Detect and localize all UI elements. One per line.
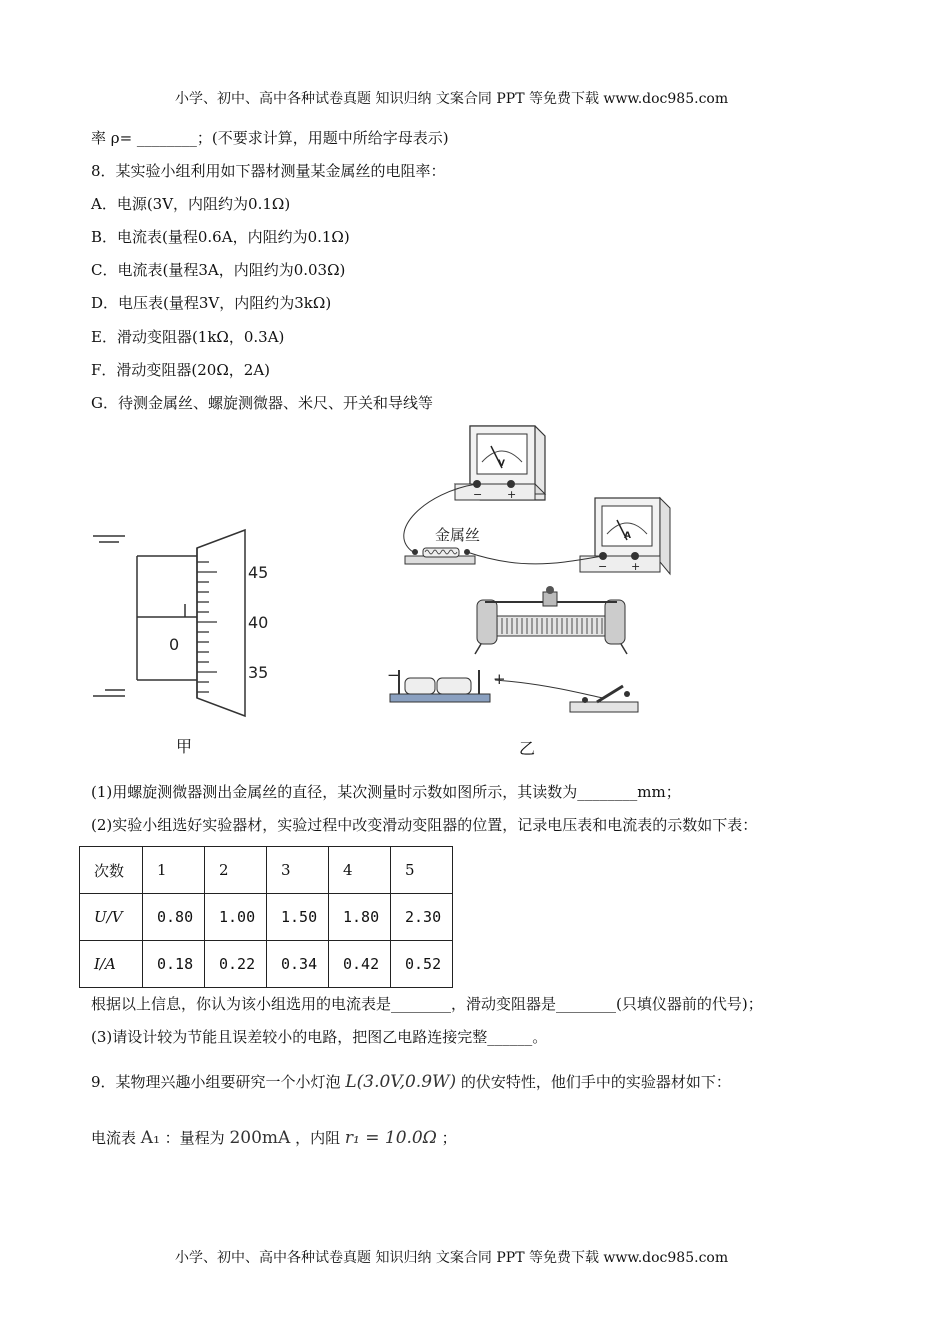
voltmeter-minus: − [473, 488, 483, 501]
table-cell: 1.00 [205, 894, 267, 941]
item-ammeter-label: 电流表 [91, 1129, 137, 1147]
item-resistance-label: ，内阻 [295, 1129, 341, 1147]
q9-ammeter-line [91, 1128, 457, 1148]
table-cell: 0.80 [143, 894, 205, 941]
thimble-label-45: 45 [248, 563, 269, 582]
table-cell: U/V [80, 894, 143, 941]
thimble-label-35: 35 [248, 663, 269, 682]
ammeter-plus: + [631, 560, 641, 573]
part-2: (2)实验小组选好实验器材，实验过程中改变滑动变阻器的位置，记录电压表和电流表的示数如下表： [91, 816, 758, 834]
lamp-spec: L(3.0V,0.9W) [345, 1072, 457, 1092]
option-d: D．电压表(量程3V，内阻约为3kΩ) [91, 294, 332, 312]
sleeve-zero-label: 0 [169, 635, 180, 654]
metal-wire-board [405, 526, 480, 564]
option-f: F．滑动变阻器(20Ω，2A) [91, 361, 271, 379]
table-cell: 0.42 [329, 941, 391, 988]
battery-minus: − [387, 666, 400, 684]
micrometer-figure [85, 520, 305, 720]
q9-stem-a: 9．某物理兴趣小组要研究一个小灯泡 [91, 1073, 341, 1091]
table-cell: 1.50 [267, 894, 329, 941]
option-a: A．电源(3V，内阻约为0.1Ω) [91, 195, 291, 213]
part-2-followup: 根据以上信息，你认为该小组选用的电流表是________，滑动变阻器是________(只填仪器前的代号)； [91, 995, 763, 1013]
switch [495, 680, 638, 712]
q9-stem-b: 的伏安特性，他们手中的实验器材如下： [460, 1073, 731, 1091]
item-end: ； [441, 1129, 457, 1147]
ammeter-minus: − [598, 560, 608, 573]
table-row [80, 847, 453, 894]
option-b: B．电流表(量程0.6A，内阻约为0.1Ω) [91, 228, 350, 246]
table-row [80, 894, 453, 941]
option-e: E．滑动变阻器(1kΩ，0.3A) [91, 328, 285, 346]
table-cell: 2.30 [391, 894, 453, 941]
battery-plus: + [493, 670, 506, 688]
voltmeter-letter: V [498, 459, 505, 469]
page-footer: 小学、初中、高中各种试卷真题 知识归纳 文案合同 PPT 等免费下载 www.doc985.com [175, 1250, 729, 1266]
table-cell: 0.18 [143, 941, 205, 988]
circuit-figure [385, 422, 685, 722]
ammeter-letter: A [624, 531, 631, 541]
table-cell: 5 [391, 847, 453, 894]
rheostat [475, 586, 627, 654]
q9-stem-line [91, 1072, 731, 1092]
part-3: (3)请设计较为节能且误差较小的电路，把图乙电路连接完整______。 [91, 1028, 548, 1046]
table-cell: 2 [205, 847, 267, 894]
table-cell: 1 [143, 847, 205, 894]
table-row [80, 941, 453, 988]
table-cell: 次数 [80, 847, 143, 894]
page-header: 小学、初中、高中各种试卷真题 知识归纳 文案合同 PPT 等免费下载 www.doc985.com [175, 91, 729, 107]
table-cell: 0.34 [267, 941, 329, 988]
caption-yi: 乙 [519, 739, 536, 758]
item-range-label: ：量程为 [164, 1129, 225, 1147]
table-cell: 0.52 [391, 941, 453, 988]
q8-stem: 8．某实验小组利用如下器材测量某金属丝的电阻率： [91, 162, 446, 180]
q7-tail-line: 率 ρ= ________；(不要求计算，用题中所给字母表示) [91, 129, 449, 147]
battery-holder [387, 666, 506, 702]
metal-wire-label: 金属丝 [435, 526, 481, 544]
table-cell: 4 [329, 847, 391, 894]
ammeter-symbol: A₁ [140, 1128, 160, 1148]
ammeter-resistance: r₁ = 10.0Ω [344, 1128, 437, 1148]
part-1: (1)用螺旋测微器测出金属丝的直径，某次测量时示数如图所示，其读数为________mm； [91, 783, 681, 801]
table-cell: I/A [80, 941, 143, 988]
option-g: G．待测金属丝、螺旋测微器、米尺、开关和导线等 [91, 394, 433, 412]
ammeter [580, 498, 670, 574]
ammeter-range: 200mA [229, 1128, 291, 1148]
table-cell: 0.22 [205, 941, 267, 988]
thimble-label-40: 40 [248, 613, 269, 632]
table-cell: 1.80 [329, 894, 391, 941]
data-table [79, 846, 453, 988]
voltmeter-plus: + [507, 488, 517, 501]
caption-jia: 甲 [176, 737, 193, 756]
option-c: C．电流表(量程3A，内阻约为0.03Ω) [91, 261, 346, 279]
voltmeter [455, 426, 545, 501]
table-cell: 3 [267, 847, 329, 894]
